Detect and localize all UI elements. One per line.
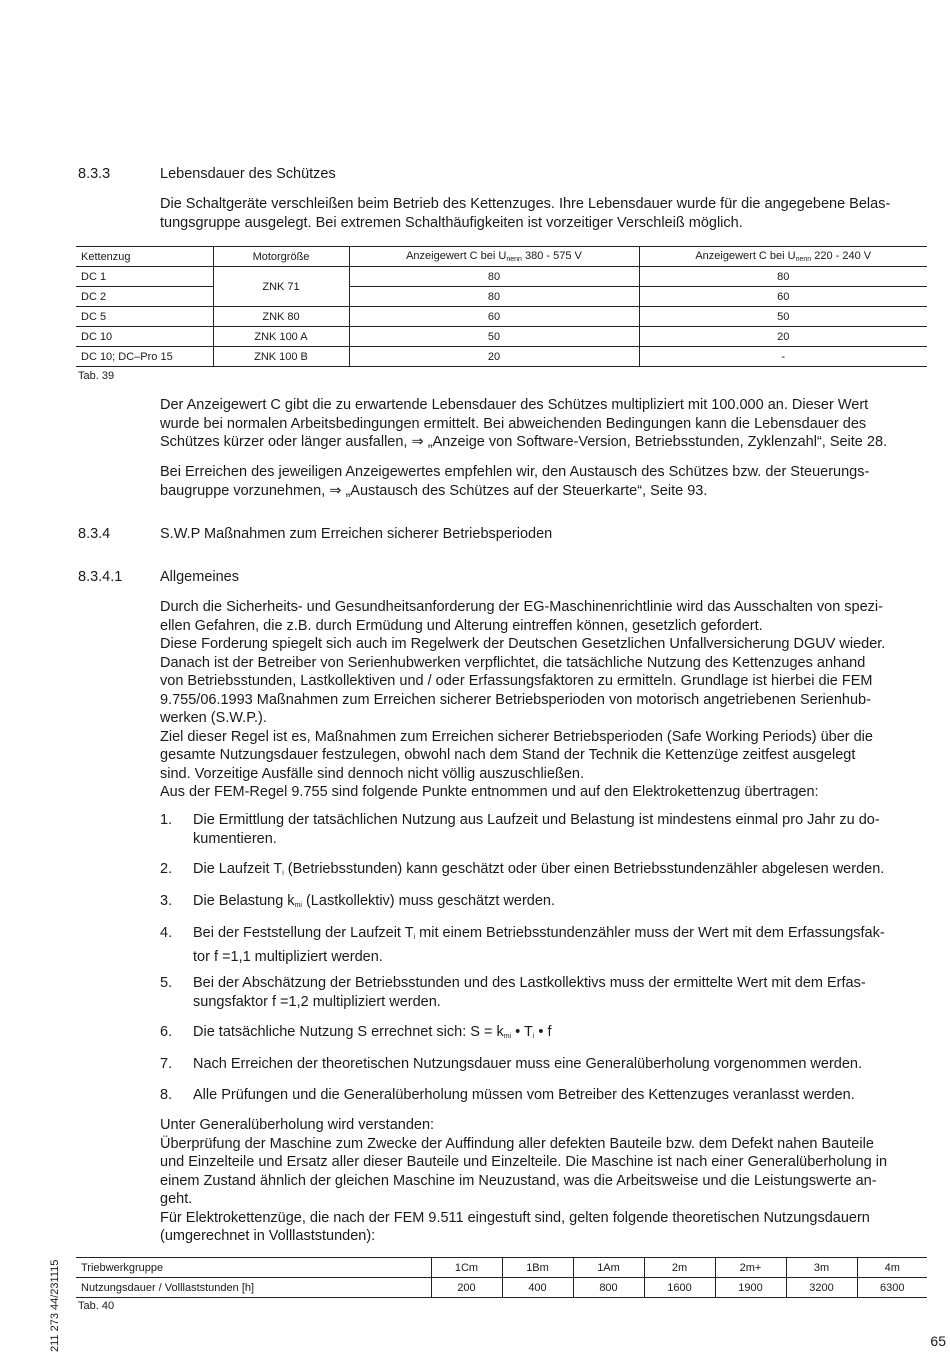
text-line: (umgerechnet in Volllaststunden): [160,1228,376,1244]
text-line: Alle Prüfungen und die Generalüberholung müssen vom Betreiber des Kettenzuges veranlasst werden. [193,1087,855,1103]
cell: 4m [884,1261,900,1274]
list-number: 5. [160,975,173,991]
list-number: 2. [160,861,173,877]
cell-c2: - [781,350,786,363]
table-header-row [76,247,927,267]
text-line: wurde bei normalen Arbeitsbedingungen ermittelt. Bei abweichenden Bedingungen kann die Lebensdauer des [160,415,867,432]
table-39 [76,246,927,367]
text-line: Nach Erreichen der theoretischen Nutzungsdauer muss eine Generalüberholung vorgenommen werden. [193,1056,862,1072]
text-line: Die Ermittlung der tatsächlichen Nutzung aus Laufzeit und Belastung ist mindestens einmal pro Jahr zu do- [193,812,880,828]
list-number: 4. [160,925,173,941]
text-line: Unter Generalüberholung wird verstanden: [160,1117,435,1133]
text-line: Die Schaltgeräte verschleißen beim Betrieb des Kettenzuges. Ihre Lebensdauer wurde für die angegebene Belas- [160,196,891,212]
cell-motor: ZNK 100 B [213,347,349,367]
numbered-list [160,1023,930,1047]
header-kettenzug: Kettenzug [76,247,213,267]
text-line: Der Anzeigewert C gibt die zu erwartende Lebensdauer des Schützes multipliziert mit 100.000 an. Dieser Wert [160,397,869,413]
cell-c2: 60 [777,290,790,303]
cell: 2m+ [715,1258,786,1278]
cell-motor: ZNK 100 A [213,327,349,347]
list-number: 8. [160,1087,173,1103]
numbered-list [160,811,930,847]
cell-c1: 80 [349,267,639,287]
numbered-list [160,1055,930,1074]
cell-motor: ZNK 80 [213,307,349,327]
cell-kettenzug: DC 5 [76,307,213,327]
text-line: tor f =1,1 multipliziert werden. [193,948,383,965]
table-row [76,1278,927,1298]
cell-label: Triebwerkgruppe [76,1258,431,1278]
text-line: und Einzelteile und Ersatz aller dieser Bauteile und Einzelteile. Die Maschine ist nach einer Generalüberholung in [160,1154,888,1170]
list-item: 3. Die Belastung $k_{mi}$ (Lastkollektiv) muss geschätzt werden. [160,893,555,909]
cell: 800 [573,1278,644,1298]
cell: 1900 [715,1278,786,1298]
list-item: 2. Die Laufzeit $T_i$ (Betriebsstunden) kann geschätzt oder über einen Betriebsstundenzähler abgelesen werden. [160,861,885,877]
numbered-list [160,892,930,916]
text-line: werken (S.W.P.). [160,710,267,726]
cell: 1Cm [431,1258,502,1278]
numbered-list [160,1086,930,1105]
list-item [160,1055,930,1074]
anzeigewert-paragraph [160,396,930,452]
text-line: Danach ist der Betreiber von Serienhubwerken verpflichtet, die tatsächliche Nutzung des Kettenzuges anhand [160,654,866,671]
text-line: Schützes kürzer oder länger ausfallen, ⇒ „Anzeige von Software-Version, Betriebsstunden, Zyklenzahl“, Seite 28. [160,434,888,450]
cell-kettenzug: DC 1 [76,267,213,287]
cell-label: Nutzungsdauer / Volllaststunden [h] [76,1278,431,1298]
text-line: von Betriebsstunden, Lastkollektiven und / oder Erfassungsfaktoren zu ermitteln. Grundlage ist hierbei die FEM [160,673,873,689]
generalueberholung-paragraph [160,1116,930,1246]
cell: 1Am [573,1258,644,1278]
numbered-list [160,924,930,966]
text-line: Für Elektrokettenzüge, die nach der FEM 9.511 eingestuft sind, gelten folgende theoretischen Nutzungsdauern [160,1209,870,1226]
table-caption: Tab. 39 [78,370,115,382]
table-row [76,1258,927,1278]
table-row [76,327,927,347]
list-item: 6. Die tatsächliche Nutzung S errechnet sich: $S = k_{mi}$ • $T_i$ • f [160,1024,552,1040]
table-row [76,287,927,307]
cell-c2: 20 [777,330,790,343]
cell-motor: ZNK 71 [213,267,349,307]
text-line: sungsfaktor f =1,2 multipliziert werden. [193,993,441,1010]
allgemeines-paragraph [160,598,930,802]
text-line: einem Zustand ähnlich der gleichen Maschine im Neuzustand, was die Arbeitsweise und die Leistungswerte an- [160,1172,877,1189]
table-caption: Tab. 40 [78,1300,115,1312]
cell: 400 [502,1278,573,1298]
header-anzeigewert-220: Anzeigewert C bei $U_{nenn}$ 220 - 240 V [695,250,872,263]
page-number: 65 [930,1333,946,1349]
section-title: Allgemeines [160,569,239,585]
austausch-paragraph [160,463,930,500]
text-line: baugruppe vorzunehmen, ⇒ „Austausch des Schützes auf der Steuerkarte“, Seite 93. [160,482,708,499]
cell: 200 [431,1278,502,1298]
cell-kettenzug: DC 10; DC–Pro 15 [76,347,213,367]
text-line: geht. [160,1191,193,1207]
list-number: 3. [160,893,173,909]
text-line: Bei Erreichen des jeweiligen Anzeigewertes empfehlen wir, den Austausch des Schützes bzw. der Steuerungs- [160,464,870,480]
cell: 3200 [786,1278,857,1298]
cell-c1: 60 [349,307,639,327]
cell-c1: 20 [349,347,639,367]
header-motorgroesse: Motorgröße [213,247,349,267]
section-title: Lebensdauer des Schützes [160,166,336,182]
cell: 6300 [880,1281,905,1294]
numbered-list [160,974,930,1011]
text-line: ellen Gefahren, die z.B. durch Ermüdung und Alterung eintreffen können, gesetzlich gefordert. [160,617,763,634]
list-number: 1. [160,812,173,828]
section-number: 8.3.4.1 [78,569,123,585]
table-row [76,267,927,287]
table-row [76,347,927,367]
cell-kettenzug: DC 10 [76,327,213,347]
list-item [160,811,930,847]
text-line: Überprüfung der Maschine zum Zwecke der Auffindung aller defekten Bauteile bzw. dem Defekt nahen Bauteile [160,1135,874,1152]
list-number: 7. [160,1056,173,1072]
cell-c2: 80 [777,270,790,283]
section-number: 8.3.4 [78,526,111,542]
intro-paragraph [160,195,930,232]
list-item [160,974,930,1011]
cell-kettenzug: DC 2 [76,287,213,307]
cell: 1600 [644,1278,715,1298]
text-line: sind. Vorzeitige Ausfälle sind dennoch nicht völlig auszuschließen. [160,765,584,782]
section-number: 8.3.3 [78,166,111,182]
list-number: 6. [160,1024,173,1040]
document-code: 211 273 44/231115 [49,1259,61,1352]
list-item [160,1086,930,1105]
text-line: Ziel dieser Regel ist es, Maßnahmen zum Erreichen sicherer Betriebsperioden (Safe Working Periods) über die [160,728,873,745]
text-line: Aus der FEM-Regel 9.755 sind folgende Punkte entnommen und auf den Elektrokettenzug übertragen: [160,784,819,800]
section-title: S.W.P Maßnahmen zum Erreichen sicherer Betriebsperioden [160,526,553,542]
cell-c1: 80 [349,287,639,307]
text-line: Durch die Sicherheits- und Gesundheitsanforderung der EG-Maschinenrichtlinie wird das Ausschalten von spezi- [160,599,883,615]
text-line: Diese Forderung spiegelt sich auch im Regelwerk der Deutschen Gesetzlichen Unfallversicherung DGUV wieder. [160,636,886,652]
header-anzeigewert-380: Anzeigewert C bei $U_{nenn}$ 380 - 575 V [349,247,639,267]
text-line: Bei der Abschätzung der Betriebsstunden und des Lastkollektivs muss der ermittelte Wert mit dem Erfas- [193,975,866,991]
cell-c1: 50 [349,327,639,347]
cell: 1Bm [502,1258,573,1278]
text-line: gesamte Nutzungsdauer festzulegen, obwohl nach dem Stand der Technik die Kettenzüge zeitfest ausgelegt [160,747,856,763]
text-line: tungsgruppe ausgelegt. Bei extremen Schalthäufigkeiten ist vorzeitiger Verschleiß möglich. [160,214,743,231]
cell: 3m [786,1258,857,1278]
text-line: 9.755/06.1993 Maßnahmen zum Erreichen sicherer Betriebsperioden von motorisch angetriebenen Serienhub- [160,691,871,708]
cell: 2m [644,1258,715,1278]
list-item: 4. Bei der Feststellung der Laufzeit $T_i$ mit einem Betriebsstundenzähler muss der Wert mit dem Erfassungsfak- tor f =1,1 multipliziert werden. [160,924,930,966]
text-line: kumentieren. [193,830,277,847]
table-40 [76,1257,927,1298]
numbered-list [160,860,930,884]
cell-c2: 50 [777,310,790,323]
table-row [76,307,927,327]
